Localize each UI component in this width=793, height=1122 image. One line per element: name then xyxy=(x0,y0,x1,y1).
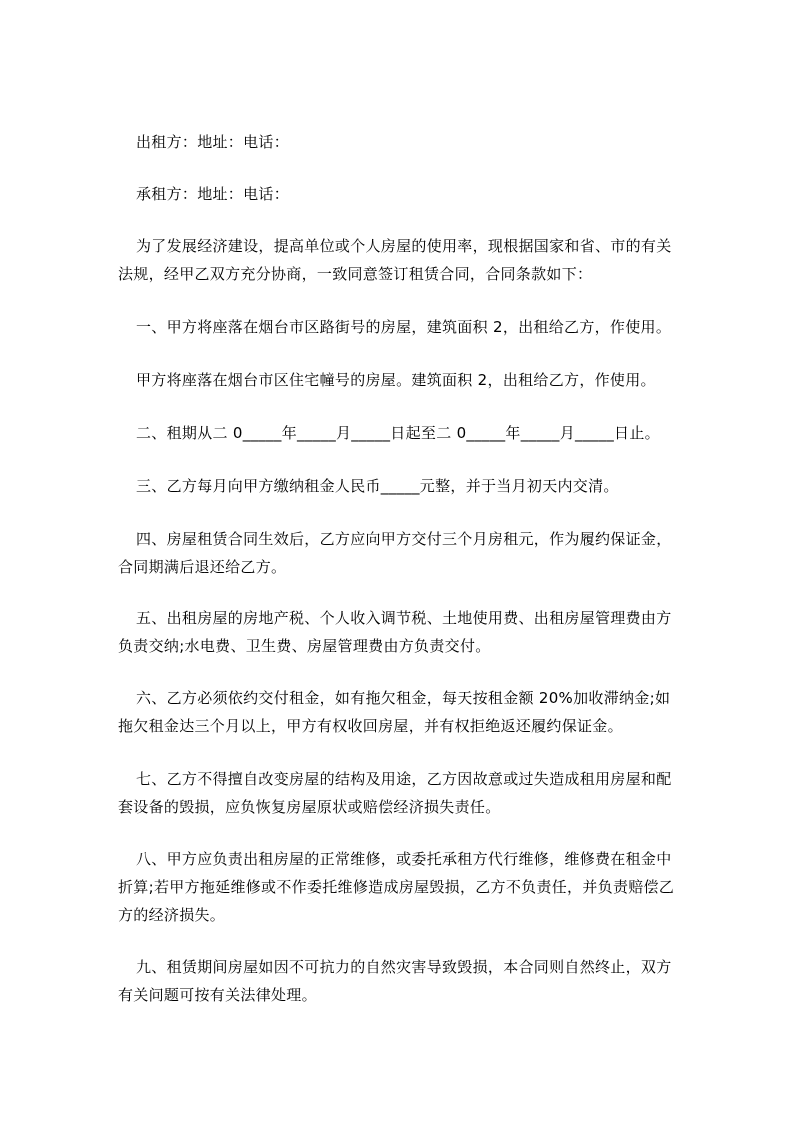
clause-6: 六、乙方必须依约交付租金，如有拖欠租金，每天按租金额 20%加收滞纳金;如 拖欠租金达三个月以上，甲方有权收回房屋，并有权拒绝返还履约保证金。 xyxy=(118,689,671,735)
clause-8: 八、甲方应负责出租房屋的正常维修，或委托承租方代行维修，维修费在租金中 折算;若甲方拖延维修或不作委托维修造成房屋毁损，乙方不负责任，并负责赔偿乙 方的经济损失。 xyxy=(118,850,675,924)
clause-1-alt: 甲方将座落在烟台市区住宅幢号的房屋。建筑面积 2，出租给乙方，作使用。 xyxy=(136,371,656,389)
clause-4: 四、房屋租赁合同生效后，乙方应向甲方交付三个月房租元，作为履约保证金， 合同期满后退还给乙方。 xyxy=(118,530,672,576)
clause-5: 五、出租房屋的房地产税、个人收入调节税、土地使用费、出租房屋管理费由方 负责交纳;水电费、卫生费、房屋管理费由方负责交付。 xyxy=(118,609,672,655)
clause-3: 三、乙方每月向甲方缴纳租金人民币_____元整，并于当月初天内交清。 xyxy=(136,477,619,495)
lessor-info-line: 出租方：地址：电话： xyxy=(136,133,290,151)
lessee-info-line: 承租方：地址：电话： xyxy=(136,185,290,203)
clause-2: 二、租期从二 0_____年_____月_____日起至二 0_____年_____月_____日止。 xyxy=(136,424,660,442)
clause-9: 九、租赁期间房屋如因不可抗力的自然灾害导致毁损，本合同则自然终止，双方 有关问题可按有关法律处理。 xyxy=(118,958,672,1004)
clause-7: 七、乙方不得擅自改变房屋的结构及用途，乙方因故意或过失造成租用房屋和配 套设备的毁损，应负恢复房屋原状或赔偿经济损失责任。 xyxy=(118,770,672,816)
intro-paragraph: 为了发展经济建设，提高单位或个人房屋的使用率，现根据国家和省、市的有关 法规，经甲乙双方充分协商，一致同意签订租赁合同，合同条款如下： xyxy=(118,237,672,283)
clause-1: 一、甲方将座落在烟台市区路街号的房屋，建筑面积 2，出租给乙方，作使用。 xyxy=(136,318,672,336)
